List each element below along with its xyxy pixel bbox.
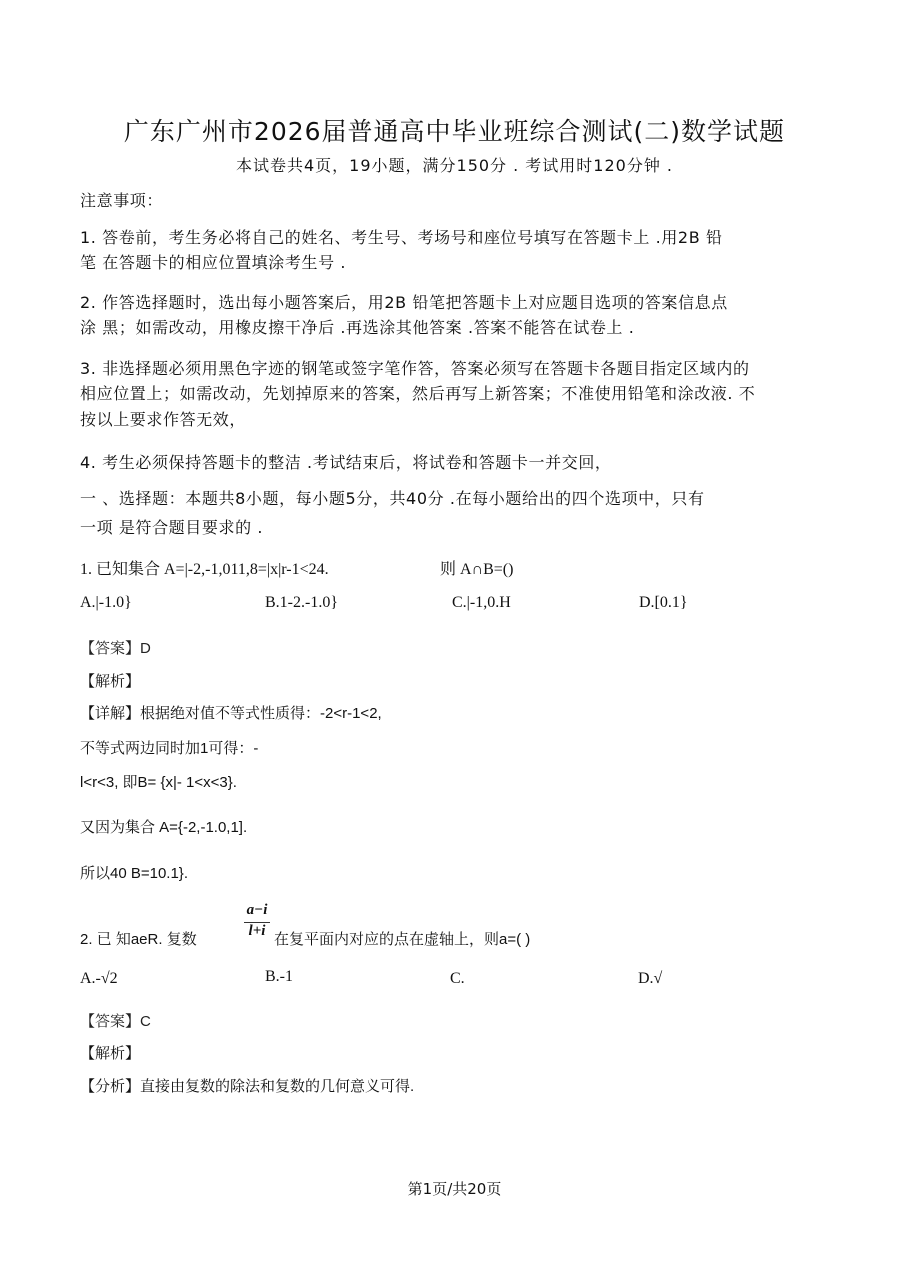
- q2-analysis-label: 【解析】: [80, 1045, 141, 1062]
- q1-detail-line-4: 又因为集合 A={-2,-1.0,1].: [80, 819, 248, 836]
- section-heading-line-2: 一项 是符合题目要求的 .: [80, 518, 264, 537]
- notice-item-4: 4. 考生必须保持答题卡的整洁 .考试结束后，将试卷和答题卡一并交回，: [80, 453, 612, 472]
- q1-option-d: D.[0.1}: [639, 594, 688, 611]
- q1-option-c: C.|-1,0.H: [452, 594, 511, 611]
- notice-item-3-line-3: 按以上要求作答无效，: [80, 410, 247, 429]
- q1-option-b: B.1-2.-1.0}: [265, 594, 339, 611]
- notice-item-1-line-1: 1. 答卷前，考生务必将自己的姓名、考生号、考场号和座位号填写在答题卡上 .用2B 铅: [80, 228, 723, 247]
- q2-option-d: D.√: [638, 970, 663, 987]
- notice-item-3-line-2: 相应位置上；如需改动，先划掉原来的答案，然后再写上新答案；不准使用铅笔和涂改液. 不: [80, 384, 756, 403]
- section-heading-line-1: 一 、选择题：本题共8小题，每小题5分，共40分 .在每小题给出的四个选项中，只有: [80, 489, 705, 508]
- q1-detail: 【详解】根据绝对值不等式性质得：-2<r-1<2,: [80, 705, 382, 722]
- page-footer: 第1页/共20页: [407, 1180, 502, 1198]
- notice-item-3-line-1: 3. 非选择题必须用黑色字迹的钢笔或签字笔作答，答案必须写在答题卡各题目指定区域内的: [80, 359, 750, 378]
- notice-item-1-line-2: 笔 在答题卡的相应位置填涂考生号 .: [80, 253, 347, 272]
- q2-stem-start: 2. 已 知aeR. 复数: [80, 931, 197, 948]
- q1-detail-line-5: 所以40 B=10.1}.: [80, 865, 188, 882]
- notice-item-2-line-1: 2. 作答选择题时，选出每小题答案后，用2B 铅笔把答题卡上对应题目选项的答案信息点: [80, 293, 728, 312]
- notice-item-2-line-2: 涂 黑；如需改动，用橡皮擦干净后 .再选涂其他答案 .答案不能答在试卷上 .: [80, 318, 635, 337]
- q2-fraction-numerator: a−i: [246, 902, 268, 918]
- q1-stem: 1. 已知集合 A=|-2,-1,011,8=|x|r-1<24.: [80, 561, 329, 578]
- q1-detail-line-2: 不等式两边同时加1可得：-: [80, 740, 259, 757]
- q2-stem-end: 在复平面内对应的点在虚轴上，则a=( ): [274, 931, 531, 948]
- q2-option-c: C.: [450, 970, 465, 987]
- q1-analysis-label: 【解析】: [80, 673, 141, 690]
- q2-fenxi: 【分析】直接由复数的除法和复数的几何意义可得.: [80, 1078, 415, 1095]
- document-subtitle: 本试卷共4页，19小题，满分150分 . 考试用时120分钟 .: [235, 156, 674, 175]
- q1-option-a: A.|-1.0}: [80, 594, 132, 611]
- document-title: 广东广州市2026届普通高中毕业班综合测试(二)数学试题: [123, 117, 786, 146]
- q1-answer: 【答案】D: [80, 640, 151, 657]
- q1-detail-line-3: l<r<3, 即B= {x|- 1<x<3}.: [80, 774, 237, 791]
- q2-option-b: B.-1: [265, 968, 293, 985]
- q2-fraction: [242, 902, 272, 944]
- q1-stem-tail: 则 A∩B=(): [440, 561, 514, 578]
- q2-answer: 【答案】C: [80, 1013, 151, 1030]
- notice-heading: 注意事项：: [80, 191, 164, 210]
- q2-option-a: A.-√2: [80, 970, 118, 987]
- q2-fraction-denominator: l+i: [248, 923, 266, 939]
